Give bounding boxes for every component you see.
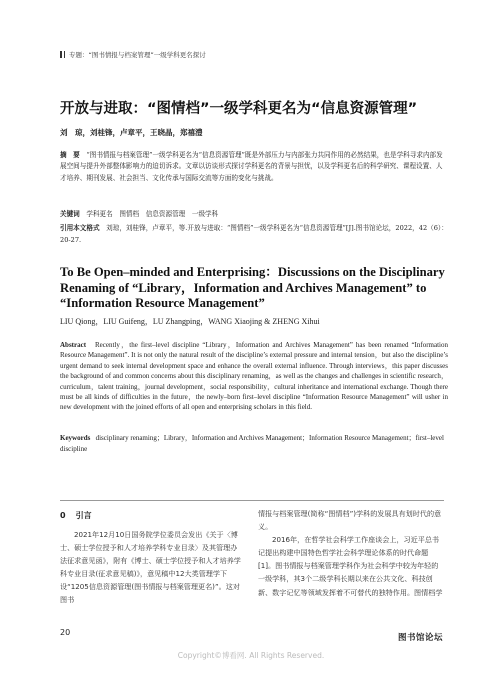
intro-heading-text: 引言 [75, 511, 92, 520]
chinese-title: 开放与进取：“图情档”一级学科更名为“信息资源管理” [60, 101, 418, 117]
section-tag [60, 50, 206, 59]
chinese-keywords-text: 学科更名 图情档 信息资源管理 一级学科 [86, 210, 219, 218]
chinese-keywords [60, 209, 448, 220]
section-label: 专题：“图书情报与档案管理”一级学科更名探讨 [69, 51, 206, 59]
intro-paragraph-1: 2021年12月10日国务院学位委员会发出《关于〈博士、硕士学位授予和人才培养学科专业目录〉及其管理办法征求意见函》，附有《博士、硕士学位授予和人才培养学科专业目录(征求意见稿)》，意见稿中12大类管理学下设“1205信息资源管理(图书情报与档案管理更名)”。这对图书 [60, 530, 241, 605]
english-authors: LIU Qiong，LIU Guifeng，LU Zhangping，WANG Xiaojing & ZHENG Xihui [60, 317, 320, 326]
chinese-authors: 刘 琼，刘桂锋，卢章平，王晓晶，郑禧澧 [60, 128, 203, 137]
section-bar-mark [64, 51, 66, 58]
english-keywords-text: disciplinary renaming；Library，Information and Archives Management；Information Resource Management；first–level discipline [60, 434, 444, 453]
section-bar-mark [60, 51, 62, 58]
right-column [258, 507, 443, 599]
english-title: To Be Open–minded and Enterprising：Discussions on the Disciplinary Renaming of “Library，Information and Archives Management” to “Information Resource Management” [60, 265, 445, 310]
intro-paragraph-2: 2016年，在哲学社会科学工作座谈会上，习近平总书记提出构建中国特色哲学社会科学理论体系的时代命题[1]。图书情报与档案管理学科作为社会科学中较为年轻的一级学科，其3个二级学科长期以来在公共文化、科技创新、数字记忆等领域发挥着不可替代的独特作用。图情档学 [258, 535, 443, 597]
journal-name: 图书馆论坛 [398, 633, 444, 643]
english-keywords-label: Keywords [60, 434, 91, 442]
chinese-abstract-text: “图书情报与档案管理”一级学科更名为“信息资源管理”既是外部压力与内部张力共同作用的必然结果，也是学科寻求内部发展空间与提升外部整体影响力的迫切诉求。文章以访谈形式探讨学科更名的背景与担忧，以及学科更名后的科学研究、课程设置、人才培养、期刊发展、社会担当、文化传承与国际交流等方面的变化与挑战。 [60, 151, 443, 182]
copyright-watermark: Copyright©博看网. All Rights Reserved. [177, 651, 325, 660]
citation-format [60, 222, 448, 246]
english-abstract-label: Abstract [60, 341, 87, 349]
chinese-abstract-label: 摘 要 [60, 151, 80, 159]
english-abstract-text: Recently，the first–level discipline “Library，Information and Archives Management” has been renamed “Information Resource Management”. It is not only the natural result of the discipline’s external pressure and internal tension，but also the discipline’s urgent demand to seek internal development space and enhance the overall external influence. Through interviews，this paper discusses the background of and common concerns about this disciplinary renaming，as well as the changes and challenges in scientific research，curriculum，talent training，journal development，social responsibility，cultural inheritance and international exchange. Though there must be all kinds of difficulties in the future，the newly–born first–level discipline “Information Resource Management” will usher in new development with the joined efforts of all open and enterprising scholars in this field. [60, 341, 448, 412]
chinese-keywords-label: 关键词 [60, 210, 80, 218]
intro-number: 0 [60, 511, 66, 520]
citation-text: 刘琼，刘桂锋，卢章平，等.开放与进取：“图情档”一级学科更名为“信息资源管理”[J].图书馆论坛，2022，42（6）：20-27. [60, 224, 448, 244]
section-divider [60, 500, 444, 501]
left-column [60, 510, 243, 607]
page-number: 20 [60, 628, 71, 637]
intro-paragraph-1-cont: 情报与档案管理(简称“图情档”)学科的发展具有划时代的意义。 [258, 509, 442, 532]
intro-heading [60, 510, 243, 521]
english-abstract [60, 340, 448, 413]
english-keywords [60, 433, 448, 454]
citation-label: 引用本文格式 [60, 224, 100, 232]
chinese-abstract [60, 150, 448, 184]
